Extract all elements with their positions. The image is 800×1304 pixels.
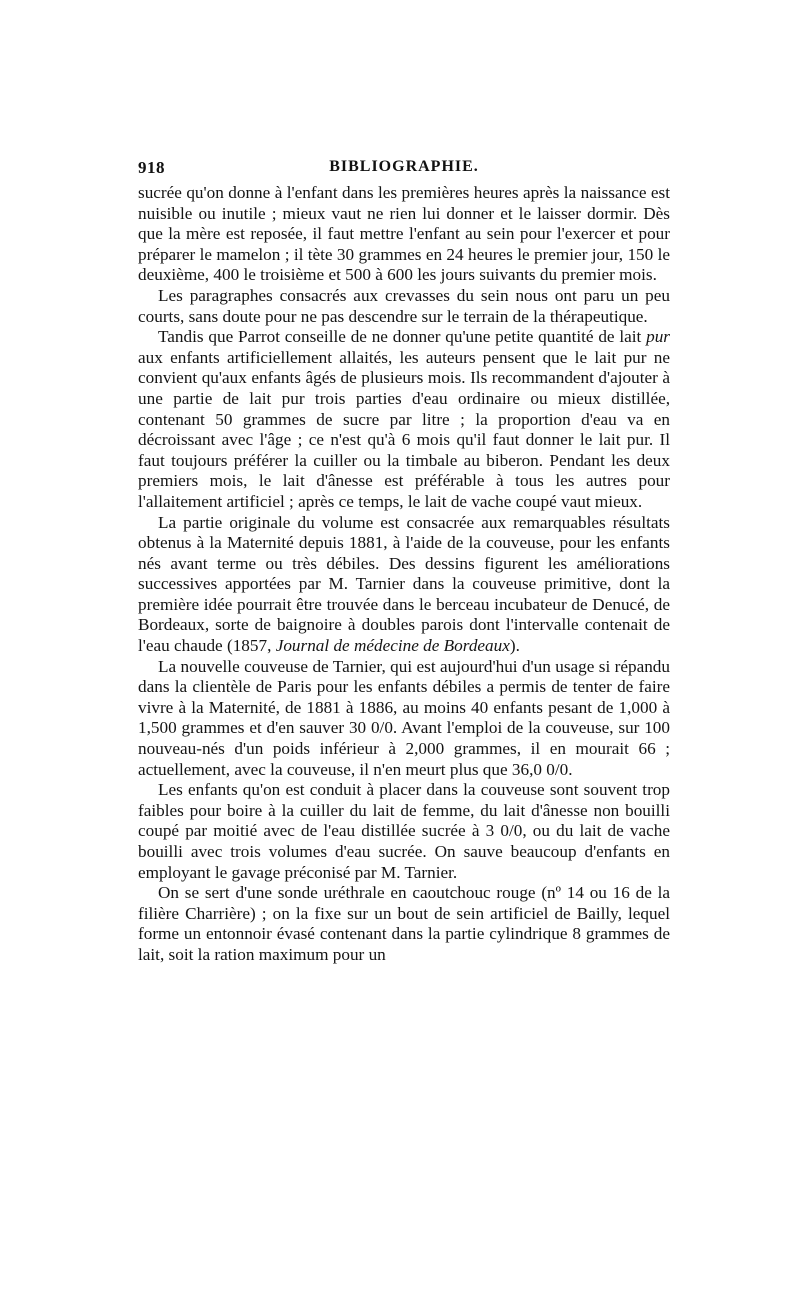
journal-title: Journal de médecine de Bordeaux: [275, 636, 510, 656]
paragraph-continuation: sucrée qu'on donne à l'enfant dans les premières heures après la naissance est nuisible ou inutile ; mieux vaut ne rien lui donner et le laisser dormir. Dès que la mère est reposée, il faut mettre l'enfant au sein pour l'exercer et pour préparer le mamelon ; il tète 30 grammes en 24 heures le premier jour, 150 le deuxième, 400 le troisième et 500 à 600 les jours suivants du premier mois.: [138, 183, 670, 285]
running-head: BIBLIOGRAPHIE.: [329, 158, 479, 175]
paragraph-couveuse-resultats: La nouvelle couveuse de Tarnier, qui est aujourd'hui d'un usage si répandu dans la clientèle de Paris pour les enfants débiles a permis de tenter de faire vivre à la Maternité, de 1881 à 1886, au moins 40 enfants pesant de 1,000 à 1,500 grammes et d'en sauver 30 0/0. Avant l'emploi de la couveuse, sur 100 nouveau-nés d'un poids inférieur à 2,000 grammes, il en mourait 66 ; actuellement, avec la couveuse, il n'en meurt plus que 36,0 0/0.: [138, 656, 670, 779]
paragraph-alimentation: Les enfants qu'on est conduit à placer dans la couveuse sont souvent trop faibles pour boire à la cuiller du lait de femme, du lait d'ânesse non bouilli coupé par moitié avec de l'eau distillée sucrée à 3 0/0, ou du lait de vache bouilli avec trois volumes d'eau sucrée. On sauve beaucoup d'enfants en employant le gavage préconisé par M. Tarnier.: [138, 780, 670, 882]
page-header: [138, 152, 670, 182]
paragraph-allaitement: [138, 327, 670, 512]
paragraph-text: Tandis que Parrot conseille de ne donner qu'une petite quantité de lait: [158, 327, 647, 347]
body-text: [138, 183, 670, 966]
paragraph-crevasses: Les paragraphes consacrés aux crevasses du sein nous ont paru un peu courts, sans doute pour ne pas descendre sur le terrain de la thérapeutique.: [138, 285, 670, 326]
paragraph-gavage: On se sert d'une sonde uréthrale en caoutchouc rouge (nº 14 ou 16 de la filière Charrière) ; on la fixe sur un bout de sein artificiel de Bailly, lequel forme un entonnoir évasé contenant dans la partie cylindrique 8 grammes de lait, soit la ration maximum pour un: [138, 883, 670, 964]
emphasis-italic: pur: [646, 327, 670, 347]
paragraph-text: ).: [509, 636, 520, 656]
paragraph-text: aux enfants artificiellement allaités, les auteurs pensent que le lait pur ne convient qu'aux enfants âgés de plusieurs mois. Ils recommandent d'ajouter à une partie de lait pur trois parties d'eau ordinaire ou mieux distillée, contenant 50 grammes de sucre par litre ; la proportion d'eau va en décroissant avec l'âge ; ce n'est qu'à 6 mois qu'il faut donner le lait pur. Il faut toujours préférer la cuiller ou la timbale au biberon. Pendant les deux premiers mois, le lait d'ânesse est préférable à tous les autres pour l'allaitement artificiel ; après ce temps, le lait de vache coupé vaut mieux.: [138, 347, 670, 511]
page-number: 918: [138, 158, 165, 177]
paragraph-text: La partie originale du volume est consacrée aux remarquables résultats obtenus à la Maternité depuis 1881, à l'aide de la couveuse, pour les enfants nés avant terme ou très débiles. Des dessins figurent les améliorations successives apportées par M. Tarnier dans la couveuse primitive, dont la première idée pourrait être trouvée dans le berceau incubateur de Denucé, de Bordeaux, sorte de baignoire à doubles parois dont l'intervalle contenait de l'eau chaude (1857,: [138, 512, 670, 656]
paragraph-couveuse-origine: [138, 513, 670, 657]
